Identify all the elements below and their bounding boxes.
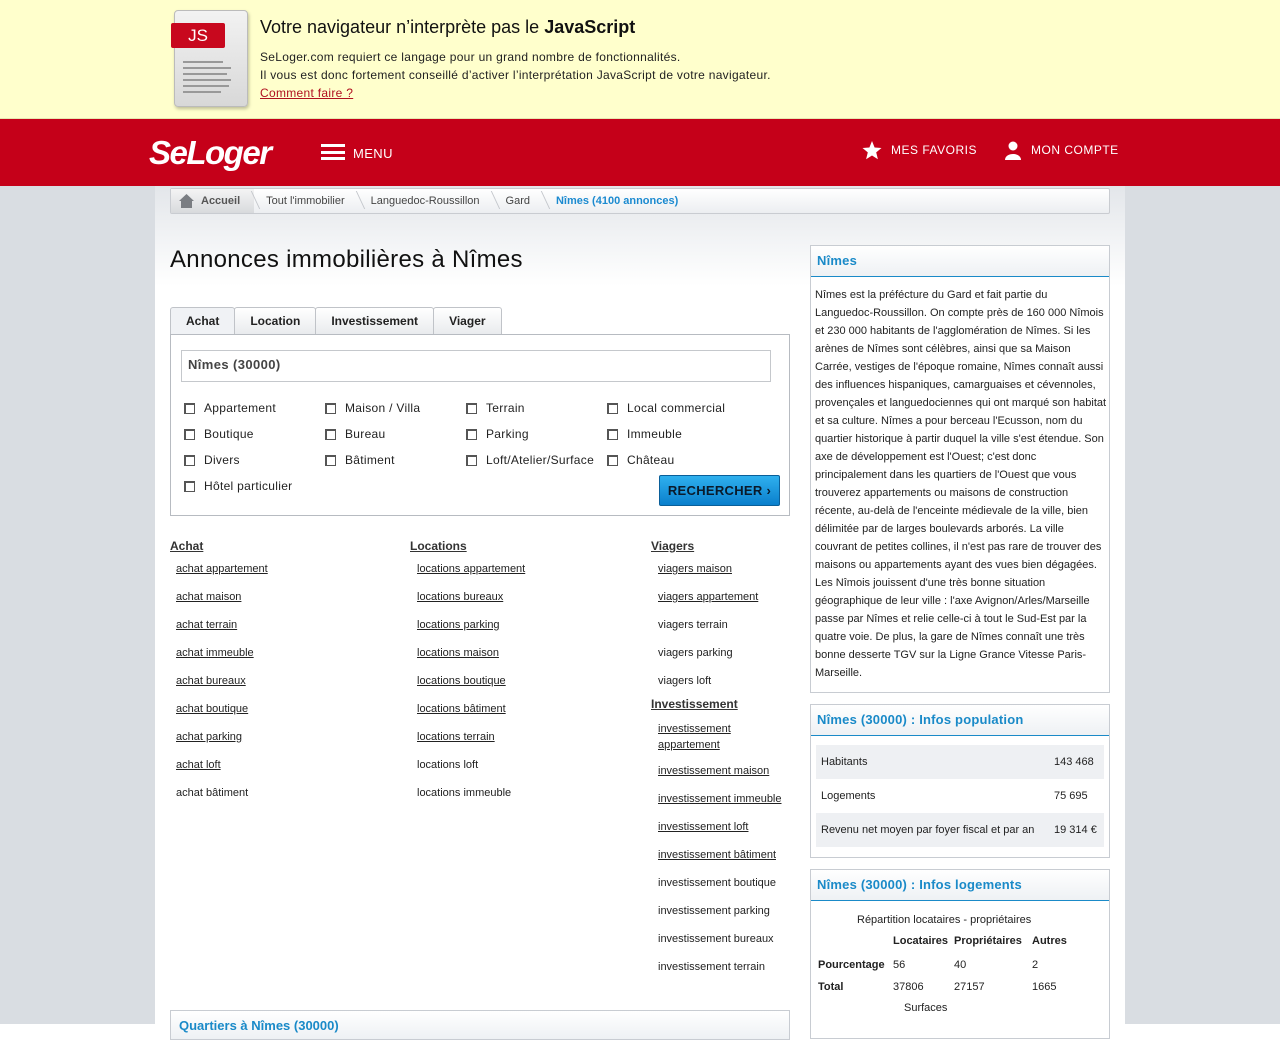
breadcrumb <box>170 188 1110 214</box>
achat-item: achat bâtiment <box>176 787 249 799</box>
housing-header: Propriétaires <box>954 935 1022 947</box>
population-table <box>816 745 1104 847</box>
favorites-label: MES FAVORIS <box>891 143 977 157</box>
housing-header: Locataires <box>893 935 949 947</box>
locations-heading[interactable]: Locations <box>410 539 467 553</box>
type-checkbox[interactable]: Hôtel particulier <box>184 479 292 493</box>
housing-box <box>810 869 1110 1039</box>
js-warning-line-2: Il vous est donc fortement conseillé d’activer l’interprétation JavaScript de votre navigateur. <box>260 68 771 82</box>
city-description: Nîmes est la préfécture du Gard et fait partie du Languedoc-Roussillon. On compte près de 160 000 Nîmois et 230 000 habitants de l'agglomération de Nîmes. Si les arènes de Nîmes sont célèbres, ainsi que sa Maison Carrée, vestiges de l'époque romaine, Nîmes connaît aussi des influences hispaniques, camarguaises et cévennoles, provençales et languedociennes qui ont marqué son habitat et sa culture. Nîmes a pour berceau l'Ecusson, nom du quartier historique à partir duquel la ville s'est étendue. Son axe de développement est l'Ouest; c'est donc principalement dans les quartiers de l'Ouest que vous trouverez appartements ou maisons de construction récente, au-delà de l'enceinte médievale de la ville, bien délimitée par de larges boulevards arborés. La ville couvrant de petites collines, il n'est pas rare de trouver des maisons ou appartements ayant des vues bien dégagées. Les Nîmois jouissent d'une très bonne situation géographique de leur ville : l'axe Avignon/Arles/Marseille passe par Nîmes et relie celle-ci à tout le Sud-Est par la quatre voie. De plus, la gare de Nîmes connaît une très bonne desserte TGV sur la Ligne Grance Vitesse Paris-Marseille. <box>815 289 1107 679</box>
breadcrumb-current: Nîmes (4100 annonces) <box>555 195 679 207</box>
type-checkbox[interactable]: Loft/Atelier/Surface <box>466 453 594 467</box>
user-icon <box>1004 141 1022 160</box>
viagers-item: viagers parking <box>658 647 733 659</box>
city-info-box <box>810 245 1110 693</box>
checkbox-box[interactable] <box>325 403 336 414</box>
checkbox-box[interactable] <box>325 429 336 440</box>
type-checkbox[interactable]: Parking <box>466 427 529 441</box>
achat-link[interactable]: achat terrain <box>176 619 238 631</box>
checkbox-box[interactable] <box>184 455 195 466</box>
account-button[interactable] <box>1004 140 1119 160</box>
breadcrumb-item[interactable]: Gard <box>494 189 544 213</box>
table-row: Habitants 143 468 <box>816 745 1104 779</box>
population-box <box>810 704 1110 858</box>
type-checkbox[interactable]: Maison / Villa <box>325 401 420 415</box>
search-button[interactable]: RECHERCHER › <box>659 475 780 506</box>
quartiers-box <box>170 1010 790 1040</box>
tab-investissement[interactable]: Investissement <box>315 307 434 335</box>
investissement-heading[interactable]: Investissement <box>651 697 738 711</box>
investissement-item: investissement terrain <box>658 961 765 973</box>
locations-link[interactable]: locations appartement <box>417 563 526 575</box>
viagers-item: viagers loft <box>658 675 712 687</box>
locations-link[interactable]: locations bureaux <box>417 591 504 603</box>
housing-cell: 56 <box>893 959 906 971</box>
housing-row-label: Pourcentage <box>818 959 885 971</box>
page-title: Annonces immobilières à Nîmes <box>170 246 523 273</box>
checkbox-box[interactable] <box>184 481 195 492</box>
checkbox-box[interactable] <box>325 455 336 466</box>
checkbox-box[interactable] <box>466 403 477 414</box>
type-checkbox[interactable]: Terrain <box>466 401 525 415</box>
checkbox-box[interactable] <box>184 429 195 440</box>
tab-viager[interactable]: Viager <box>433 307 501 335</box>
investissement-link[interactable]: investissement loft <box>658 821 749 833</box>
viagers-link[interactable]: viagers maison <box>658 563 732 575</box>
housing-row-label: Total <box>818 981 844 993</box>
type-checkbox[interactable]: Local commercial <box>607 401 725 415</box>
javascript-warning-banner <box>0 0 1280 119</box>
search-tabs <box>170 307 501 335</box>
seloger-logo[interactable]: SeLoger <box>149 134 271 171</box>
checkbox-box[interactable] <box>466 455 477 466</box>
table-row: Revenu net moyen par foyer fiscal et par an 19 314 € <box>816 813 1104 847</box>
account-label: MON COMPTE <box>1031 143 1119 157</box>
type-checkbox[interactable]: Boutique <box>184 427 254 441</box>
population-title: Nîmes (30000) : Infos population <box>811 705 1109 736</box>
investissement-link[interactable]: investissement immeuble <box>658 793 782 805</box>
quartiers-title: Quartiers à Nîmes (30000) <box>179 1018 339 1033</box>
js-warning-title: Votre navigateur n’interprète pas le JavaScript <box>260 17 636 37</box>
locations-item: locations loft <box>417 759 479 771</box>
investissement-link[interactable]: investissement maison <box>658 765 770 777</box>
checkbox-box[interactable] <box>607 403 618 414</box>
search-panel <box>170 334 790 516</box>
js-badge: JS <box>171 23 225 48</box>
table-row: Logements 75 695 <box>821 790 1088 802</box>
checkbox-box[interactable] <box>607 429 618 440</box>
breadcrumb-item[interactable]: Languedoc-Roussillon <box>359 189 494 213</box>
how-to-link[interactable]: Comment faire ? <box>260 86 354 100</box>
achat-link[interactable]: achat immeuble <box>176 647 254 659</box>
investissement-item: investissement parking <box>658 905 770 917</box>
locations-link[interactable]: locations bâtiment <box>417 703 506 715</box>
surfaces-caption: Surfaces <box>904 1002 948 1014</box>
achat-link[interactable]: achat loft <box>176 759 221 771</box>
locations-link[interactable]: locations maison <box>417 647 499 659</box>
js-document-icon <box>174 10 248 107</box>
achat-link[interactable]: achat maison <box>176 591 242 603</box>
tab-location[interactable]: Location <box>234 307 316 335</box>
housing-cell: 2 <box>1032 959 1039 971</box>
type-checkbox[interactable]: Bureau <box>325 427 386 441</box>
locations-link[interactable]: locations parking <box>417 619 500 631</box>
investissement-item: investissement boutique <box>658 877 777 889</box>
investissement-link[interactable]: investissement appartement <box>658 723 731 751</box>
viagers-heading[interactable]: Viagers <box>651 539 695 553</box>
achat-link[interactable]: achat bureaux <box>176 675 246 687</box>
type-checkbox[interactable]: Appartement <box>184 401 276 415</box>
city-info-title: Nîmes <box>811 246 1109 277</box>
housing-cell: 1665 <box>1032 981 1057 993</box>
type-checkbox[interactable]: Bâtiment <box>325 453 395 467</box>
js-warning-line-1: SeLoger.com requiert ce langage pour un grand nombre de fonctionnalités. <box>260 50 681 64</box>
housing-header: Autres <box>1032 935 1067 947</box>
breadcrumb-home[interactable]: Accueil <box>171 189 254 213</box>
tab-achat[interactable]: Achat <box>170 307 235 336</box>
achat-heading[interactable]: Achat <box>170 539 204 553</box>
favorites-button[interactable] <box>862 140 977 160</box>
achat-link[interactable]: achat parking <box>176 731 243 743</box>
housing-cell: 37806 <box>893 981 924 993</box>
home-icon <box>179 194 194 208</box>
menu-button[interactable]: MENU <box>353 146 393 161</box>
housing-cell: 40 <box>954 959 967 971</box>
locations-link[interactable]: locations boutique <box>417 675 506 687</box>
housing-title: Nîmes (30000) : Infos logements <box>811 870 1109 901</box>
star-icon <box>862 141 882 160</box>
checkbox-box[interactable] <box>607 455 618 466</box>
locations-link[interactable]: locations terrain <box>417 731 495 743</box>
locations-item: locations immeuble <box>417 787 512 799</box>
menu-hamburger-icon[interactable] <box>321 144 345 160</box>
viagers-item: viagers terrain <box>658 619 728 631</box>
type-checkbox[interactable]: Divers <box>184 453 240 467</box>
investissement-link[interactable]: investissement bâtiment <box>658 849 776 861</box>
viagers-link[interactable]: viagers appartement <box>658 591 759 603</box>
housing-caption: Répartition locataires - propriétaires <box>857 914 1032 926</box>
type-checkbox[interactable]: Immeuble <box>607 427 682 441</box>
achat-link[interactable]: achat appartement <box>176 563 268 575</box>
breadcrumb-item[interactable]: Tout l'immobilier <box>254 189 359 213</box>
investissement-item: investissement bureaux <box>658 933 774 945</box>
checkbox-box[interactable] <box>466 429 477 440</box>
housing-cell: 27157 <box>954 981 985 993</box>
location-input[interactable]: Nîmes (30000) <box>181 350 771 382</box>
achat-link[interactable]: achat boutique <box>176 703 249 715</box>
type-checkbox[interactable]: Château <box>607 453 674 467</box>
checkbox-box[interactable] <box>184 403 195 414</box>
